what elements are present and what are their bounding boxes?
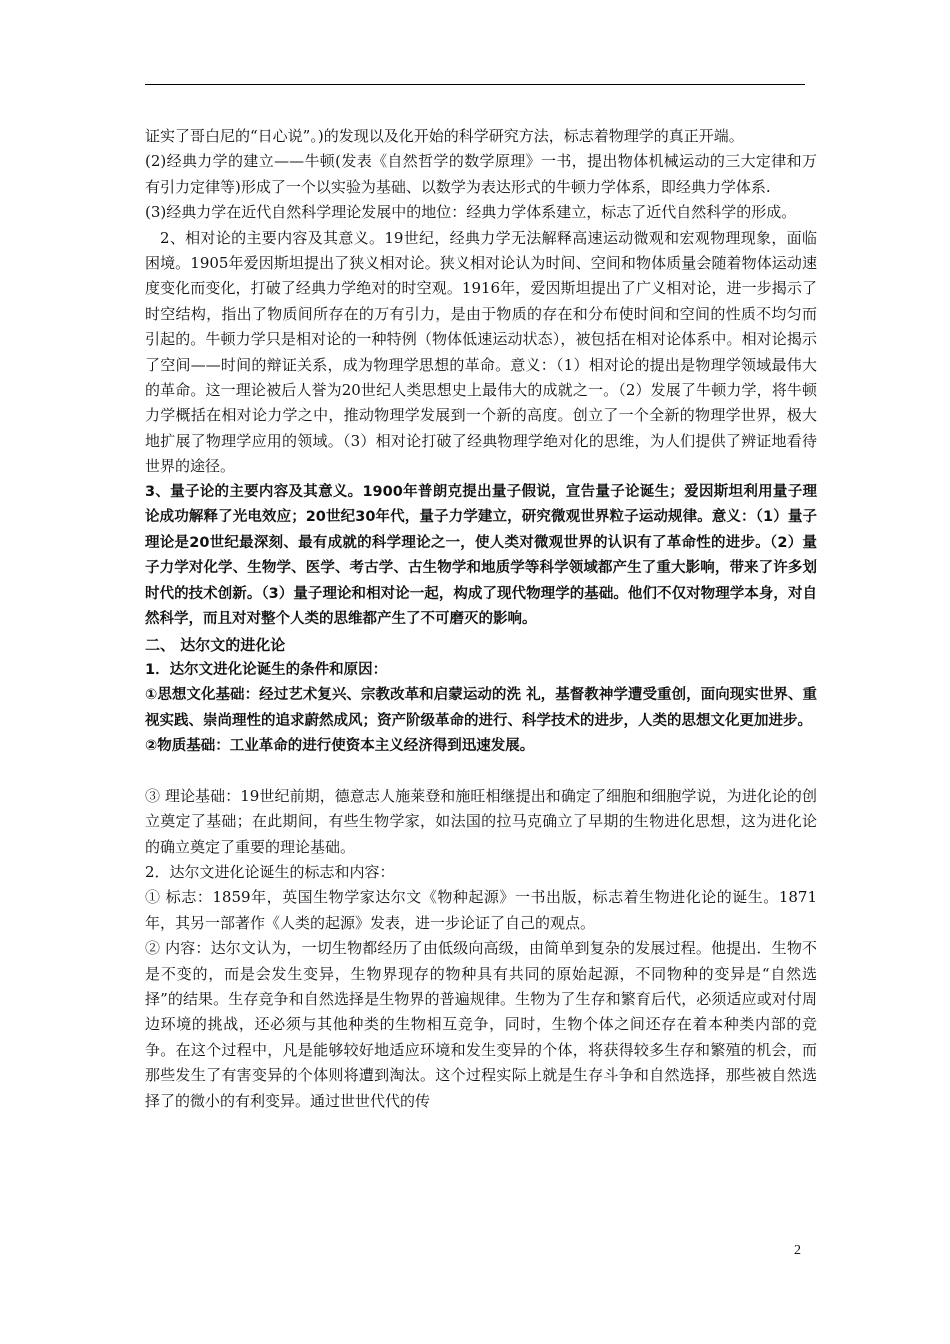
paragraph-classical-mechanics: (2)经典力学的建立——牛顿(发表《自然哲学的数学原理》一书，提出物体机械运动的三大定律和万有引力定律等)形成了一个以实验为基础、以数学为表达形式的牛顿力学体系，即经典力学体系. (145, 152, 817, 196)
paragraph-material-basis: ②物质基础：工业革命的进行使资本主义经济得到迅速发展。 (145, 738, 535, 755)
document-body (145, 124, 817, 1114)
paragraph-quantum-theory: 3、量子论的主要内容及其意义。1900年普朗克提出量子假说，宣告量子论诞生；爱因斯坦利用量子理论成功解释了光电效应；20世纪30年代，量子力学建立，研究微观世界粒子运动规律。意义：（1）量子理论是20世纪最深刻、最有成就的科学理论之一，使人类对微观世界的认识有了革命性的进步。（2）量子力学对化学、生物学、医学、考古学、古生物学和地质学等科学领域都产生了重大影响，带来了许多划时代的技术创新。（3）量子理论和相对论一起，构成了现代物理学的基础。他们不仅对物理学本身，对自然科学，而且对对整个人类的思维都产生了不可磨灭的影响。 (145, 483, 817, 628)
paragraph-darwin-conditions: 1．达尔文进化论诞生的条件和原因： (145, 661, 388, 678)
paragraph-classical-mechanics-status: (3)经典力学在近代自然科学理论发展中的地位：经典力学体系建立，标志了近代自然科学的形成。 (145, 203, 797, 222)
paragraph-relativity: 2、相对论的主要内容及其意义。19世纪，经典力学无法解释高速运动微观和宏观物理现象，面临困境。1905年爱因斯坦提出了狭义相对论。狭义相对论认为时间、空间和物体质量会随着物体运动速度变化而变化，打破了经典力学绝对的时空观。1916年，爱因斯坦提出了广义相对论，进一步揭示了时空结构，指出了物质间所存在的万有引力，是由于物质的存在和分布使时间和空间的性质不均匀而引起的。牛顿力学只是相对论的一种特例（物体低速运动状态），被包括在相对论体系中。相对论揭示了空间——时间的辩证关系，成为物理学思想的革命。意义：（1）相对论的提出是物理学领域最伟大的革命。这一理论被后人誉为20世纪人类思想史上最伟大的成就之一。（2）发展了牛顿力学，将牛顿力学概括在相对论力学之中，推动物理学发展到一个新的高度。创立了一个全新的物理学世界，极大地扩展了物理学应用的领域。（3）相对论打破了经典物理学绝对化的思维，为人们提供了辨证地看待世界的途径。 (145, 228, 817, 476)
page-number: 2 (794, 1243, 801, 1258)
paragraph-ideological-basis: ①思想文化基础：经过艺术复兴、宗教改革和启蒙运动的洗 礼，基督教神学遭受重创，面向现实世界、重视实践、崇尚理性的追求蔚然成风；资产阶级革命的进行、科学技术的进步，人类的思想文化更加进步。 (145, 687, 817, 729)
paragraph-copernicus: 证实了哥白尼的“日心说”。)的发现以及化开始的科学研究方法，标志着物理学的真正开端。 (145, 127, 744, 145)
paragraph-darwin-signs: 2．达尔文进化论诞生的标志和内容： (145, 862, 395, 881)
section-heading-darwin: 二、 达尔文的进化论 (145, 635, 286, 654)
paragraph-content: ② 内容：达尔文认为，一切生物都经历了由低级向高级，由简单到复杂的发展过程。他提出．生物不是不变的，而是会发生变异，生物界现存的物种具有共同的原始起源，不同物种的变异是“自然选择”的结果。生存竞争和自然选择是生物界的普遍规律。生物为了生存和繁育后代，必须适应或对付周边环境的挑战，还必须与其他种类的生物相互竞争，同时，生物个体之间还存在着本种类内部的竞争。在这个过程中，凡是能够较好地适应环境和发生变异的个体，将获得较多生存和繁殖的机会，而那些发生了有害变异的个体则将遭到淘汰。这个过程实际上就是生存斗争和自然选择，那些被自然选择了的微小的有利变异。通过世世代代的传 (145, 939, 817, 1110)
header-rule (145, 84, 805, 85)
paragraph-theoretical-basis: ③ 理论基础：19世纪前期，德意志人施莱登和施旺相继提出和确定了细胞和细胞学说，为进化论的创立奠定了基础；在此期间，有些生物学家，如法国的拉马克确立了早期的生物进化思想，这为进化论的确立奠定了重要的理论基础。 (145, 786, 817, 856)
paragraph-sign-1859: ① 标志：1859年，英国生物学家达尔文《物种起源》一书出版，标志着生物进化论的诞生。1871年，其另一部著作《人类的起源》发表，进一步论证了自己的观点。 (145, 888, 817, 932)
